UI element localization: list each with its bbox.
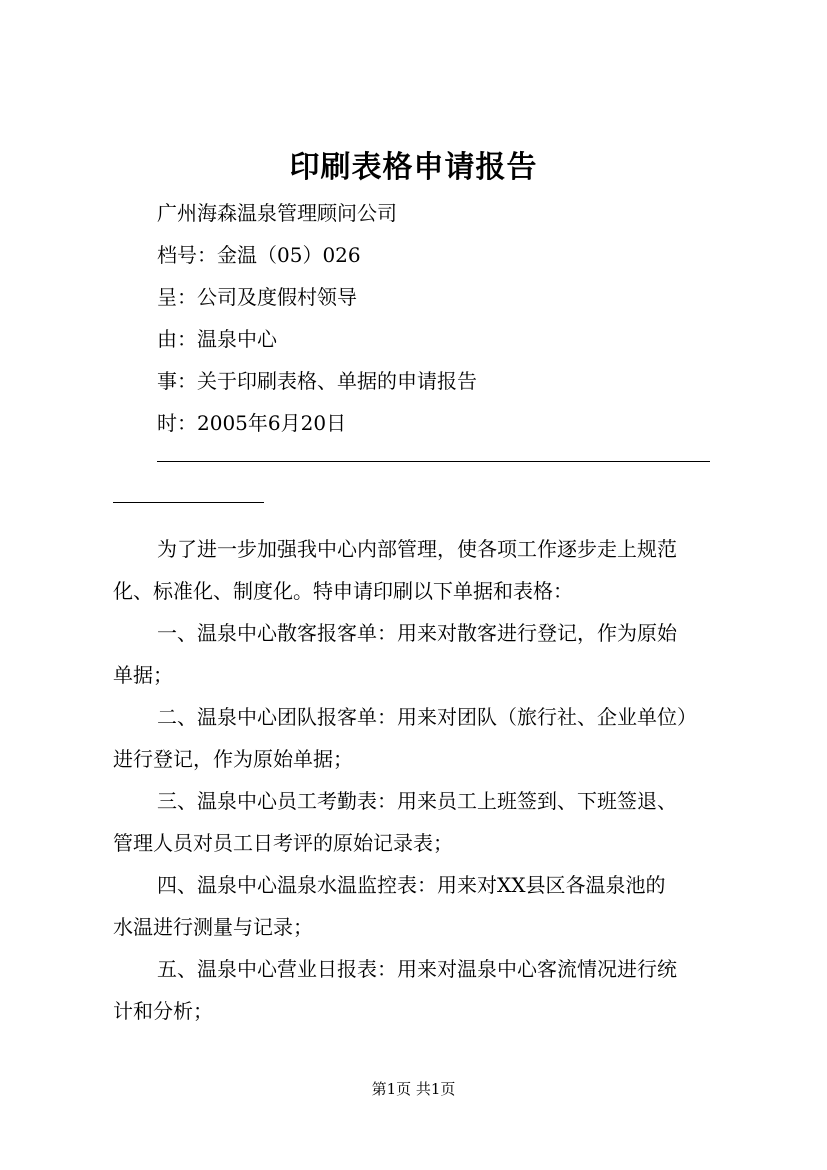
recipient: 呈：公司及度假村领导 <box>157 285 357 309</box>
body-line: 进行登记，作为原始单据； <box>113 747 353 771</box>
file-number: 档号：金温（05）026 <box>157 243 361 267</box>
date: 时：2005年6月20日 <box>157 411 347 435</box>
page-footer: 第1页 共1页 <box>371 1080 456 1098</box>
body-line: 单据； <box>113 663 173 687</box>
body-line: 水温进行测量与记录； <box>113 915 313 939</box>
body-line: 一、温泉中心散客报客单：用来对散客进行登记，作为原始 <box>157 621 677 645</box>
body-line: 为了进一步加强我中心内部管理，使各项工作逐步走上规范 <box>157 537 677 561</box>
separator-line <box>157 461 710 462</box>
body-line: 二、温泉中心团队报客单：用来对团队（旅行社、企业单位） <box>157 705 697 729</box>
body-line: 三、温泉中心员工考勤表：用来员工上班签到、下班签退、 <box>157 789 677 813</box>
body-line: 四、温泉中心温泉水温监控表：用来对XX县区各温泉池的 <box>157 873 666 897</box>
sender: 由：温泉中心 <box>157 327 277 351</box>
body-line: 五、温泉中心营业日报表：用来对温泉中心客流情况进行统 <box>157 957 677 981</box>
separator-line-continued <box>113 502 264 503</box>
subject: 事：关于印刷表格、单据的申请报告 <box>157 369 477 393</box>
body-line: 管理人员对员工日考评的原始记录表； <box>113 831 453 855</box>
body-line: 计和分析； <box>113 999 213 1023</box>
body-line: 化、标准化、制度化。特申请印刷以下单据和表格： <box>113 579 573 603</box>
page-title: 印刷表格申请报告 <box>289 150 538 185</box>
company-name: 广州海森温泉管理顾问公司 <box>157 201 397 225</box>
